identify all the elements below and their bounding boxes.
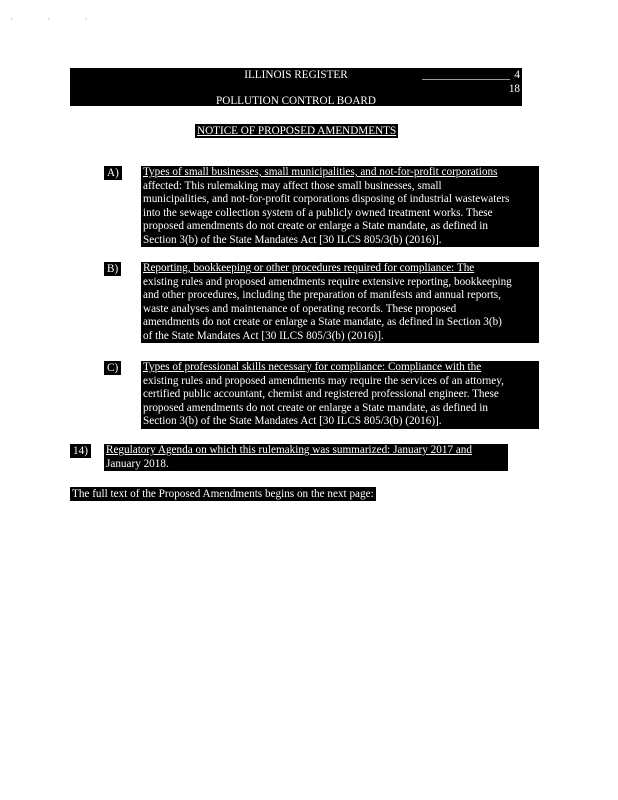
scan-artifact: · · · [10, 14, 104, 24]
item-a-line: Section 3(b) of the State Mandates Act [30 ILCS 805/3(b) (2016)]. [143, 233, 442, 246]
item-b-line: waste analyses and maintenance of operating records. These proposed [143, 302, 457, 315]
agency-name: POLLUTION CONTROL BOARD [216, 95, 376, 107]
item-a-line: Types of small businesses, small municipalities, and not-for-profit corporations [143, 166, 498, 178]
item-a-line: municipalities, and not-for-profit corporations disposing of industrial wastewaters [143, 193, 510, 205]
item-b-line: and other procedures, including the preparation of manifests and annual reports, [143, 289, 501, 301]
register-title: ILLINOIS REGISTER [244, 69, 348, 81]
item-b-text [141, 262, 539, 343]
item-c-label: C) [104, 361, 121, 375]
item-b-line: amendments do not create or enlarge a State mandate, as defined in Section 3(b) [143, 316, 502, 328]
item-b-line: existing rules and proposed amendments require extensive reporting, bookkeeping [143, 275, 512, 288]
item-c-line: existing rules and proposed amendments may require the services of an attorney, [143, 374, 504, 387]
item-c-line: Types of professional skills necessary for compliance: Compliance with the [143, 361, 482, 373]
item-b-label: B) [104, 262, 121, 276]
header-rule [422, 79, 510, 80]
notice-title: NOTICE OF PROPOSED AMENDMENTS [197, 125, 397, 137]
item-a-line: into the sewage collection system of a publicly owned treatment works. These [143, 206, 493, 219]
item-a-label: A) [104, 166, 122, 180]
item-b-line: of the State Mandates Act [30 ILCS 805/3(b) (2016)]. [143, 329, 384, 342]
full-text-notice: The full text of the Proposed Amendments begins on the next page: [72, 488, 374, 500]
item-c-text [141, 361, 539, 429]
item-a-line: affected: This rulemaking may affect those small businesses, small [143, 179, 442, 192]
item-b-line: Reporting, bookkeeping or other procedures required for compliance: The [143, 262, 475, 274]
section-14-text [104, 444, 508, 471]
item-c-line: proposed amendments do not create or enlarge a State mandate, as defined in [143, 401, 488, 414]
item-a-line: proposed amendments do not create or enlarge a State mandate, as defined in [143, 220, 488, 232]
volume-number: 4 [514, 69, 520, 81]
section-14-line: January 2018. [106, 457, 169, 470]
register-header [70, 68, 522, 106]
item-c-line: Section 3(b) of the State Mandates Act [30 ILCS 805/3(b) (2016)]. [143, 415, 442, 427]
item-a-text [141, 166, 539, 247]
section-14-label: 14) [70, 444, 91, 458]
page-number: 18 [508, 83, 520, 95]
item-c-line: certified public accountant, chemist and registered professional engineer. These [143, 388, 499, 400]
section-14-line: Regulatory Agenda on which this rulemaking was summarized: January 2017 and [106, 444, 472, 456]
